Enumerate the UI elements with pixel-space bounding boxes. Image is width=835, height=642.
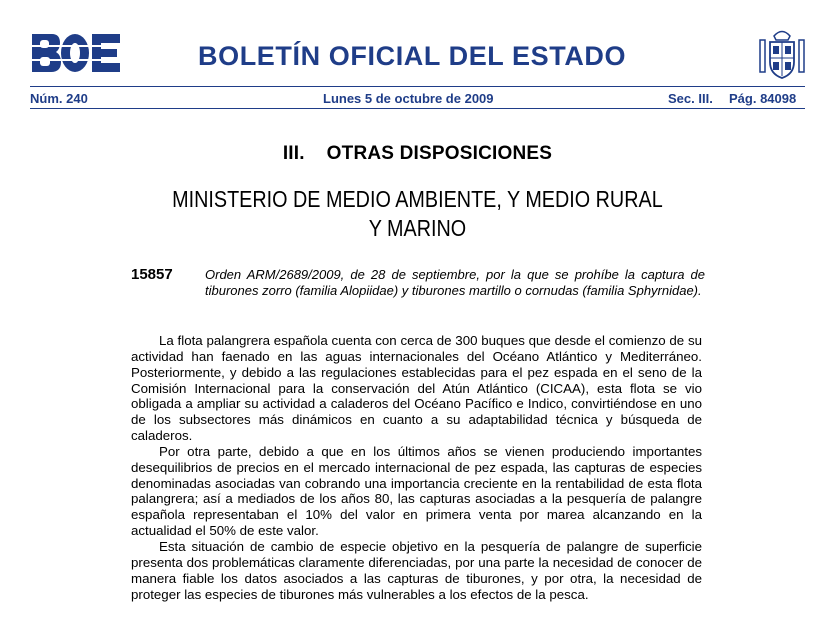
ministry-heading <box>58 185 776 243</box>
coat-of-arms-icon <box>757 26 807 82</box>
document-body <box>131 333 702 602</box>
header-rule-bottom <box>30 108 805 109</box>
ministry-line-1: MINISTERIO DE MEDIO AMBIENTE, Y MEDIO RURAL <box>172 186 663 212</box>
section-label: Sec. III. <box>668 91 713 106</box>
paragraph: Esta situación de cambio de especie objetivo en la pesquería de palangre de superficie presenta dos problemáticas claramente diferenciadas, por una parte la necesidad de conocer de manera fiable los datos asociados a las capturas de tiburones, y por otra, la necesidad de proteger las especies de tiburones más vulnerables a los efectos de la pesca. <box>131 538 702 602</box>
boe-logo <box>30 32 122 74</box>
paragraph: Por otra parte, debido a que en los últimos años se vienen produciendo importantes desequilibrios de precios en el mercado internacional de pez espada, las capturas de especies denominadas asociadas van cobrando una importancia creciente en la rentabilidad de esta flota palangrera; así a mediados de los años 80, las capturas asociadas a la pesquería de palangre española representaban el 10% del valor en primera venta por marea alcanzando en la actualidad el 50% de este valor. <box>131 443 702 539</box>
disposition-number: 15857 <box>131 266 173 283</box>
issue-number: Núm. 240 <box>30 91 88 106</box>
page-number: Pág. 84098 <box>729 91 797 106</box>
paragraph: La flota palangrera española cuenta con cerca de 300 buques que desde el comienzo de su actividad han faenado en las aguas internacionales del Océano Atlántico y Mediterráneo. Posteriormente, y debido a las regulaciones establecidas para el pez espada en el seno de la Comisión Internacional para la conservación del Atún Atlántico (CICAA), esta flota se vio obligada a ampliar su actividad a caladeros del Océano Pacífico e Indico, convirtiéndose en uno de los subsectores más dinámicos en cuanto a su adaptabilidad técnica y búsqueda de caladeros. <box>131 333 702 444</box>
ministry-line-2: Y MARINO <box>368 215 467 241</box>
disposition-title: Orden ARM/2689/2009, de 28 de septiembre, por la que se prohíbe la captura de tiburones zorro (familia Alopiidae) y tiburones martillo o cornudas (familia Sphyrnidae). <box>205 267 705 298</box>
section-title: III. OTRAS DISPOSICIONES <box>282 143 553 164</box>
header-rule-top <box>30 86 805 87</box>
masthead-title: BOLETÍN OFICIAL DEL ESTADO <box>198 41 627 71</box>
issue-date: Lunes 5 de octubre de 2009 <box>323 91 494 106</box>
